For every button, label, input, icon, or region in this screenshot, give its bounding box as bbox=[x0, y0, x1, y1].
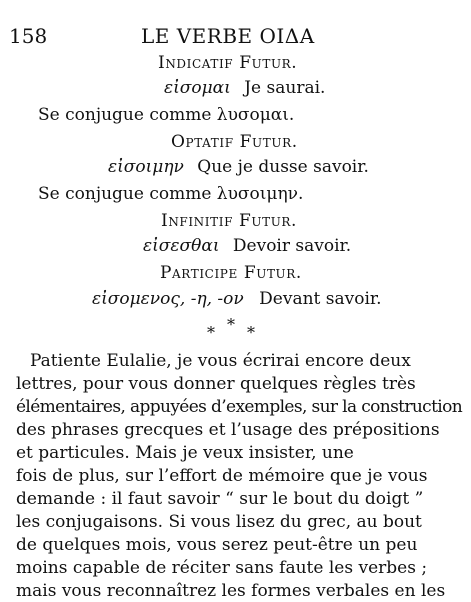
greek-form: εἰσομαι bbox=[164, 78, 231, 98]
french-translation: Que je dusse savoir. bbox=[197, 157, 369, 177]
separator-star: * bbox=[207, 323, 215, 342]
asterism-separator bbox=[207, 317, 267, 341]
form-line-infinitif-futur bbox=[143, 235, 351, 257]
paragraph-line: lettres, pour vous donner quelques règles très bbox=[16, 374, 416, 394]
page-header bbox=[0, 18, 471, 50]
paragraph-line: Patiente Eulalie, je vous écrirai encore deux bbox=[30, 351, 411, 371]
form-line-participe-futur bbox=[92, 288, 382, 310]
paragraph-line: de quelques mois, vous serez peut-être un peu bbox=[16, 535, 418, 555]
form-line-indicatif-futur bbox=[164, 77, 325, 99]
paragraph-line: et particules. Mais je veux insister, une bbox=[16, 443, 354, 463]
paragraph-line: des phrases grecques et l’usage des prépositions bbox=[16, 420, 440, 440]
form-line-optatif-futur bbox=[108, 156, 369, 178]
french-translation: Je saurai. bbox=[244, 78, 326, 98]
paragraph-line: demande : il faut savoir “ sur le bout du doigt ” bbox=[16, 489, 424, 509]
paragraph-line: mais vous reconnaîtrez les formes verbales en les bbox=[16, 581, 446, 601]
french-translation: Devoir savoir. bbox=[232, 236, 352, 256]
conjugation-note-1: Se conjugue comme λυσομαι. bbox=[38, 105, 295, 125]
separator-star: * bbox=[247, 323, 255, 342]
paragraph-line: élémentaires, appuyées d’exemples, sur la construction bbox=[16, 397, 463, 417]
section-title-indicatif-futur: Indicatif Futur. bbox=[158, 53, 298, 73]
french-translation: Devant savoir. bbox=[259, 289, 382, 309]
section-title-optatif-futur: Optatif Futur. bbox=[171, 132, 298, 152]
greek-form: εἰσεσθαι bbox=[143, 236, 220, 256]
greek-form: εἰσοιμην bbox=[108, 157, 184, 177]
greek-form: εἰσομενος, -η, -ον bbox=[92, 289, 244, 309]
paragraph-line: moins capable de réciter sans faute les verbes ; bbox=[16, 558, 428, 578]
section-title-infinitif-futur: Infinitif Futur. bbox=[161, 211, 298, 231]
paragraph-line: les conjugaisons. Si vous lisez du grec, au bout bbox=[16, 512, 422, 532]
running-title: LE VERBE ΟΙΔΑ bbox=[141, 24, 315, 48]
paragraph-line: fois de plus, sur l’effort de mémoire que je vous bbox=[16, 466, 428, 486]
section-title-participe-futur: Participe Futur. bbox=[160, 263, 302, 283]
page-number: 158 bbox=[9, 24, 48, 48]
separator-star: * bbox=[227, 315, 235, 334]
conjugation-note-2: Se conjugue comme λυσοιμην. bbox=[38, 184, 304, 204]
